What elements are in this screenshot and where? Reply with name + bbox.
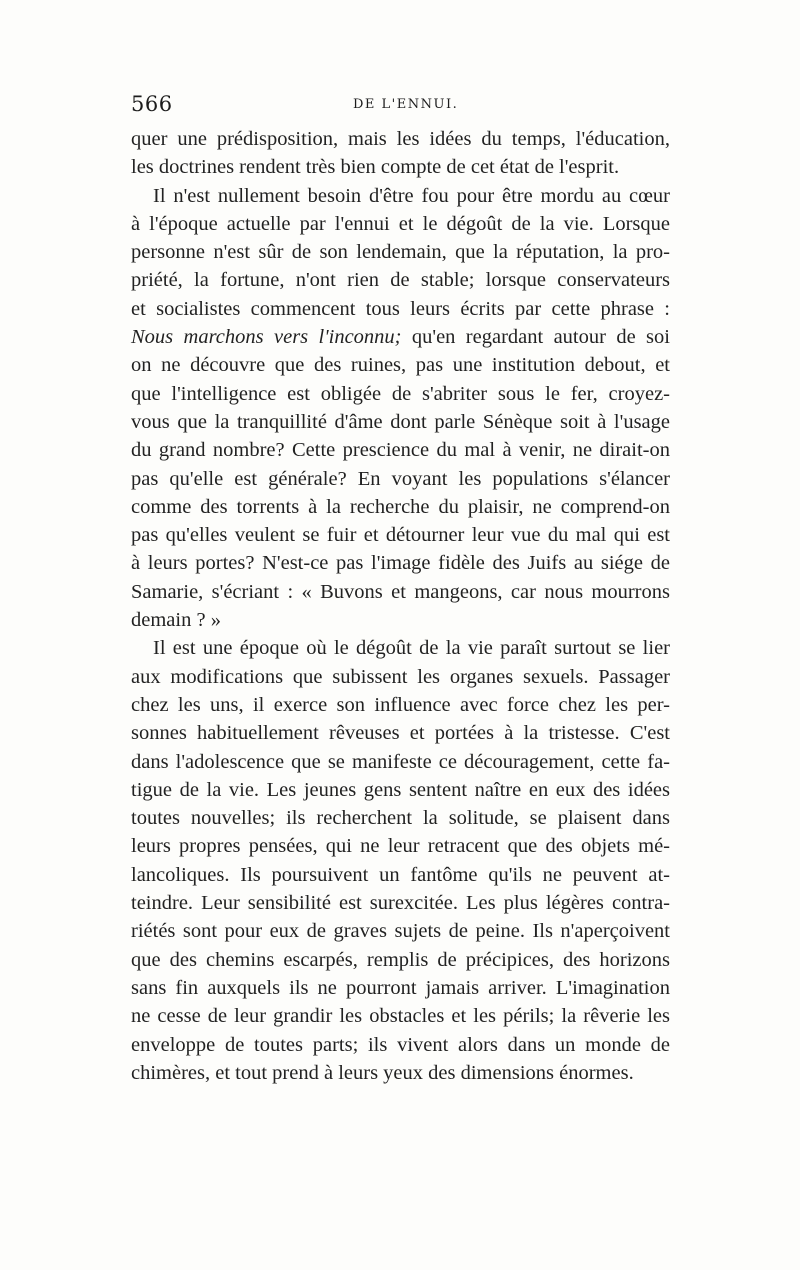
text-line: dans l'adolescence que se manifeste ce découragement, cette fa- [131,750,670,773]
text-line: chez les uns, il exerce son influence avec force chez les per- [131,693,670,716]
italic-phrase: Nous marchons vers l'inconnu; [131,326,402,349]
text-line: pas qu'elles veulent se fuir et détourner leur vue du mal qui est [131,524,670,547]
text-line: quer une prédisposition, mais les idées du temps, l'éducation, [131,128,670,150]
body-text [131,125,670,1087]
text-line: personne n'est sûr de son lendemain, que la réputation, la pro- [131,241,670,264]
paragraph [131,634,670,1087]
text-line: les doctrines rendent très bien compte de cet état de l'esprit. [131,156,620,179]
paragraph [131,125,670,182]
text-line [131,323,670,351]
text-line: riétés sont pour eux de graves sujets de peine. Ils n'aperçoivent [131,920,670,943]
text-line: ne cesse de leur grandir les obstacles et les périls; la rêverie les [131,1005,670,1028]
text-line: vous que la tranquillité d'âme dont parle Sénèque soit à l'usage [131,410,670,433]
text-line: Samarie, s'écriant : « Buvons et mangeons, car nous mourrons [131,580,670,603]
text-line: Il est une époque où le dégoût de la vie paraît surtout se lier [153,637,670,660]
text-line: pas qu'elle est générale? En voyant les populations s'élancer [131,467,670,490]
text-line: chimères, et tout prend à leurs yeux des dimensions énormes. [131,1061,634,1084]
text-line: comme des torrents à la recherche du plaisir, ne comprend-on [131,495,670,518]
text-line: toutes nouvelles; ils recherchent la solitude, se plaisent dans [131,807,670,830]
text-line: priété, la fortune, n'ont rien de stable; lorsque conservateurs [131,269,670,292]
page-header [131,92,670,122]
line-text: qu'en regardant autour de soi [401,326,670,349]
text-line: teindre. Leur sensibilité est surexcitée. Les plus légères contra- [131,892,670,915]
text-line: du grand nombre? Cette prescience du mal à venir, ne dirait-on [131,439,670,462]
running-title: DE L'ENNUI. [353,97,459,112]
text-line: leurs propres pensées, qui ne leur retracent que des objets mé- [131,835,670,858]
text-line: que des chemins escarpés, remplis de précipices, des horizons [131,948,670,971]
text-line: demain ? » [131,609,221,632]
text-line: à leurs portes? N'est-ce pas l'image fidèle des Juifs au siége de [131,552,670,575]
paragraph [131,182,670,635]
text-line: sans fin auxquels ils ne pourront jamais arriver. L'imagination [131,976,670,999]
text-line: aux modifications que subissent les organes sexuels. Passager [131,665,670,688]
text-line: à l'époque actuelle par l'ennui et le dégoût de la vie. Lorsque [131,212,670,235]
text-line: que l'intelligence est obligée de s'abriter sous le fer, croyez- [131,382,670,405]
text-line: Il n'est nullement besoin d'être fou pour être mordu au cœur [153,184,670,207]
text-line: lancoliques. Ils poursuivent un fantôme qu'ils ne peuvent at- [131,863,670,886]
text-line: on ne découvre que des ruines, pas une institution debout, et [131,354,670,377]
text-line: sonnes habituellement rêveuses et portées à la tristesse. C'est [131,722,670,745]
text-line: tigue de la vie. Les jeunes gens sentent naître en eux des idées [131,778,670,801]
page-number: 566 [131,92,173,116]
text-line: et socialistes commencent tous leurs écrits par cette phrase : [131,297,670,320]
text-line: enveloppe de toutes parts; ils vivent alors dans un monde de [131,1033,670,1056]
